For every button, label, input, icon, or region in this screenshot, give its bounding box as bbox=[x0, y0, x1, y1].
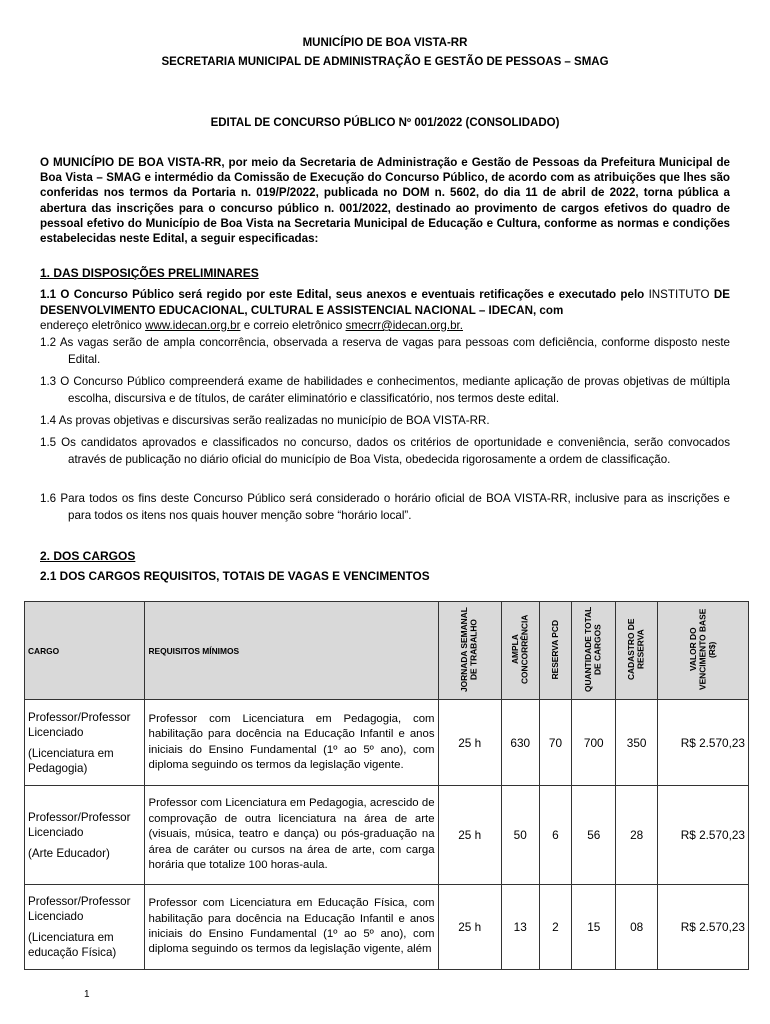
item-1-1-text-c: DE DESENVOLVIMENTO EDUCACIONAL, CULTURAL E ASSISTENCIAL NACIONAL – IDECAN, com bbox=[40, 288, 730, 317]
cell-cadastro: 08 bbox=[616, 885, 658, 970]
header-secretaria: SECRETARIA MUNICIPAL DE ADMINISTRAÇÃO E GESTÃO DE PESSOAS – SMAG bbox=[161, 56, 609, 68]
section-2-title: 2. DOS CARGOS bbox=[40, 549, 136, 563]
cell-ampla: 13 bbox=[501, 885, 539, 970]
idecan-email-link[interactable]: smecrr@idecan.org.br. bbox=[345, 319, 463, 332]
header-pcd-label: RESERVA PCD bbox=[549, 619, 560, 680]
cargo-specialty: (Arte Educador) bbox=[28, 846, 110, 860]
cell-valor: R$ 2.570,23 bbox=[658, 885, 749, 970]
header-jornada bbox=[438, 602, 501, 700]
cell-valor: R$ 2.570,23 bbox=[658, 786, 749, 885]
item-1-1-text-e: e correio eletrônico bbox=[243, 319, 343, 332]
header-cadastro-label: CADASTRO DE RESERVA bbox=[626, 618, 646, 681]
cell-ampla: 50 bbox=[501, 786, 539, 885]
item-1-1-text-a: 1.1 O Concurso Público será regido por este Edital, seus anexos e eventuais retificações e executado pelo bbox=[40, 288, 645, 301]
item-text: As provas objetivas e discursivas serão realizadas no município de BOA VISTA-RR. bbox=[58, 414, 490, 427]
item-text: Para todos os fins deste Concurso Público será considerado o horário oficial de BOA VISTA-RR, inclusive para as inscrições e para todos os itens nos quais houver menção sobre “horário local”. bbox=[60, 492, 730, 522]
header-jornada-label: JORNADA SEMANAL DE TRABALHO bbox=[459, 607, 479, 692]
cell-pcd: 70 bbox=[539, 700, 572, 786]
cell-requisitos: Professor com Licenciatura em Pedagogia, com habilitação para docência na Educação Infantil e anos iniciais do Ensino Fundamental (1º ao 5º ano), com diploma seguindo os termos da legislação vigente. bbox=[145, 700, 438, 786]
table-header-row bbox=[25, 602, 749, 700]
item-number: 1.3 bbox=[40, 375, 57, 388]
cargos-table bbox=[24, 601, 749, 970]
item-number: 1.5 bbox=[40, 436, 57, 449]
idecan-site-link[interactable]: www.idecan.org.br bbox=[145, 319, 241, 332]
item-text: O Concurso Público compreenderá exame de habilidades e conhecimentos, mediante aplicação de provas objetivas de múltipla escolha, discursiva e de títulos, de caráter eliminatório e classificatório, nos termos deste edital. bbox=[60, 375, 730, 405]
page-number: 1 bbox=[84, 989, 90, 1000]
cell-cargo bbox=[25, 885, 145, 970]
cargo-specialty: (Licenciatura em educação Física) bbox=[28, 931, 117, 959]
item-number: 1.4 bbox=[40, 414, 57, 427]
table-row bbox=[25, 885, 749, 970]
header-valor bbox=[658, 602, 749, 700]
cell-total: 700 bbox=[572, 700, 616, 786]
item-1-5 bbox=[40, 434, 730, 468]
cargo-name: Professor/Professor Licenciado bbox=[28, 810, 131, 839]
cargo-specialty: (Licenciatura em Pedagogia) bbox=[28, 746, 114, 775]
cargo-name: Professor/Professor Licenciado bbox=[28, 895, 131, 923]
cell-cargo bbox=[25, 786, 145, 885]
item-text: Os candidatos aprovados e classificados no concurso, dados os critérios de oportunidade e conveniência, serão convocados através de publicação no diário oficial do município de Boa Vista, obedecida rigorosamente a ordem de classificação. bbox=[61, 436, 730, 466]
cell-total: 56 bbox=[572, 786, 616, 885]
item-1-1-text-b: INSTITUTO bbox=[648, 288, 710, 301]
item-1-6 bbox=[40, 490, 730, 524]
cell-jornada: 25 h bbox=[438, 700, 501, 786]
item-1-2 bbox=[40, 334, 730, 368]
intro-paragraph: O MUNICÍPIO DE BOA VISTA-RR, por meio da Secretaria de Administração e Gestão de Pessoas da Prefeitura Municipal de Boa Vista – SMAG e intermédio da Comissão de Execução do Concurso Público, de acordo com as atribuições que lhes são conferidas nos termos da Portaria n. 019/P/2022, publicada no DOM n. 5602, do dia 11 de abril de 2022, torna pública a abertura das inscrições para o concurso público n. 001/2022, destinado ao provimento de cargos efetivos do quadro de pessoal efetivo do Município de Boa Vista na Secretaria Municipal de Educação e Cultura, conforme as normas e condições estabelecidas neste Edital, a seguir especificadas: bbox=[40, 156, 730, 246]
cell-jornada: 25 h bbox=[438, 885, 501, 970]
section-1-title: 1. DAS DISPOSIÇÕES PRELIMINARES bbox=[40, 266, 259, 280]
cell-ampla: 630 bbox=[501, 700, 539, 786]
header-total bbox=[572, 602, 616, 700]
cell-requisitos: Professor com Licenciatura em Pedagogia, acrescido de comprovação de outra licenciatura na área de arte (visuais, música, teatro e dança) ou pós-graduação na área de caráter ou cursos na área de arte, com carga horária que totalize 100 horas-aula. bbox=[145, 786, 438, 885]
item-number: 1.2 bbox=[40, 336, 57, 349]
item-number: 1.6 bbox=[40, 492, 57, 505]
cell-valor: R$ 2.570,23 bbox=[658, 700, 749, 786]
header-cadastro bbox=[616, 602, 658, 700]
cell-cargo bbox=[25, 700, 145, 786]
cell-pcd: 6 bbox=[539, 786, 572, 885]
header-ampla bbox=[501, 602, 539, 700]
item-1-3 bbox=[40, 373, 730, 407]
cell-total: 15 bbox=[572, 885, 616, 970]
cell-cadastro: 28 bbox=[616, 786, 658, 885]
item-1-4 bbox=[40, 412, 730, 429]
cell-jornada: 25 h bbox=[438, 786, 501, 885]
header-requisitos: REQUISITOS MÍNIMOS bbox=[145, 602, 438, 700]
header-ampla-label: AMPLA CONCORRÊNCIA bbox=[509, 614, 530, 685]
table-row bbox=[25, 700, 749, 786]
edital-title: EDITAL DE CONCURSO PÚBLICO Nº 001/2022 (CONSOLIDADO) bbox=[210, 117, 560, 129]
table-row bbox=[25, 786, 749, 885]
item-1-1-text-d: endereço eletrônico bbox=[40, 319, 142, 332]
header-valor-label: VALOR DO VENCIMENTO BASE (R$) bbox=[687, 608, 717, 691]
header-total-label: QUANTIDADE TOTAL DE CARGOS bbox=[583, 606, 603, 693]
cell-cadastro: 350 bbox=[616, 700, 658, 786]
header-municipio: MUNICÍPIO DE BOA VISTA-RR bbox=[302, 37, 468, 49]
cell-pcd: 2 bbox=[539, 885, 572, 970]
cell-requisitos: Professor com Licenciatura em Educação Física, com habilitação para docência na Educação Infantil e anos iniciais do Ensino Fundamental (1º ao 5º ano), com diploma seguindo os termos da legislação vigente, além bbox=[145, 885, 438, 970]
header-cargo: CARGO bbox=[25, 602, 145, 700]
item-text: As vagas serão de ampla concorrência, observada a reserva de vagas para pessoas com deficiência, conforme disposto neste Edital. bbox=[59, 336, 730, 366]
item-1-1 bbox=[40, 287, 730, 334]
header-pcd bbox=[539, 602, 572, 700]
section-2-1-subtitle: 2.1 DOS CARGOS REQUISITOS, TOTAIS DE VAGAS E VENCIMENTOS bbox=[40, 569, 430, 583]
cargo-name: Professor/Professor Licenciado bbox=[28, 710, 131, 739]
